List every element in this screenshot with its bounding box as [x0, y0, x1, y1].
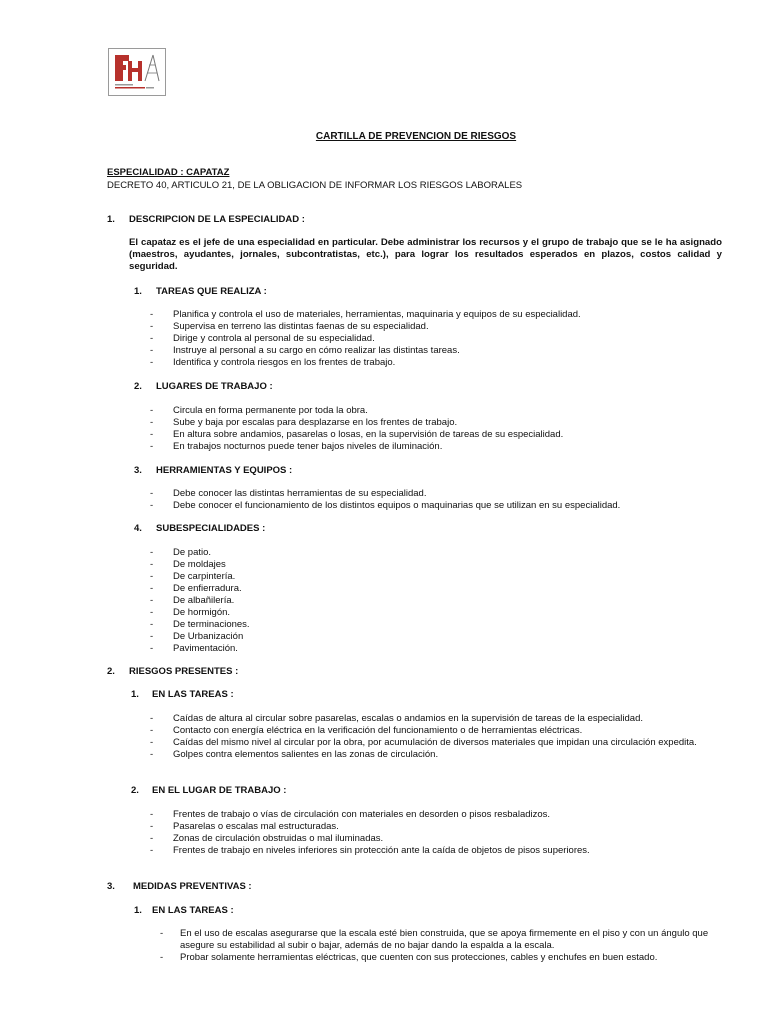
lugares-list	[150, 405, 563, 453]
list-item: - Pavimentación.	[150, 643, 238, 654]
sub-1-3-number: 3.	[134, 465, 142, 476]
list-item: - De albañilería.	[150, 595, 235, 606]
especialidad-heading: ESPECIALIDAD : CAPATAZ	[107, 167, 230, 178]
list-item: - Supervisa en terreno las distintas faenas de su especialidad.	[150, 321, 429, 332]
section-2-number: 2.	[107, 666, 115, 677]
riesgos-lugar-list	[150, 809, 590, 857]
list-item: - De moldajes	[150, 559, 226, 570]
sub-3-1-number: 1.	[134, 905, 142, 916]
list-item: - Circula en forma permanente por toda la obra.	[150, 405, 368, 416]
section-2-title: RIESGOS PRESENTES :	[129, 666, 239, 677]
list-item: - En altura sobre andamios, pasarelas o losas, en la supervisión de tareas de su especialidad.	[150, 429, 564, 440]
sub-1-2-number: 2.	[134, 381, 142, 392]
list-item: - De carpintería.	[150, 571, 236, 582]
list-item: - De enfierradura.	[150, 583, 242, 594]
list-item: - Zonas de circulación obstruidas o mal iluminadas.	[150, 833, 384, 844]
list-item: - Debe conocer el funcionamiento de los distintos equipos o maquinarias que se utilizan en su especialidad.	[150, 500, 621, 511]
list-item: - De hormigón.	[150, 607, 231, 618]
riesgos-tareas-list	[150, 713, 723, 761]
list-item: - Contacto con energía eléctrica en la verificación del funcionamiento o de herramientas eléctricas.	[150, 725, 583, 736]
document-title: CARTILLA DE PREVENCION DE RIESGOS	[315, 131, 517, 142]
sub-2-2-title: EN EL LUGAR DE TRABAJO :	[152, 785, 287, 796]
sub-1-1-number: 1.	[134, 286, 142, 297]
tareas-list	[150, 309, 581, 369]
sub-2-2-number: 2.	[131, 785, 139, 796]
list-item: - Planifica y controla el uso de materiales, herramientas, maquinaria y equipos de su especialidad.	[150, 309, 581, 320]
list-item: - Caídas de altura al circular sobre pasarelas, escalas o andamios en la supervisión de tareas de la especialidad.	[150, 713, 643, 724]
section-1-number: 1.	[107, 214, 115, 225]
list-item: - Probar solamente herramientas eléctricas, que cuenten con sus protecciones, cables y enchufes en buen estado.	[160, 952, 658, 963]
herramientas-list	[150, 488, 620, 512]
section-3-number: 3.	[107, 881, 115, 892]
company-logo	[108, 48, 166, 96]
sub-1-4-number: 4.	[134, 523, 142, 534]
list-item: - Golpes contra elementos salientes en las zonas de circulación.	[150, 749, 439, 760]
list-item: - De Urbanización	[150, 631, 244, 642]
list-item: - Pasarelas o escalas mal estructuradas.	[150, 821, 339, 832]
section-3-title: MEDIDAS PREVENTIVAS :	[133, 881, 252, 892]
section-1-paragraph: El capataz es el jefe de una especialidad en particular. Debe administrar los recursos y el grupo de trabajo que se le ha asignado (maestros, ayudantes, jornales, subcontratistas, etc.), para lograr los resultados esperados en plazos, costos calidad y seguridad.	[129, 237, 722, 272]
sub-1-3-title: HERRAMIENTAS Y EQUIPOS :	[156, 465, 293, 476]
sub-1-4-title: SUBESPECIALIDADES :	[156, 523, 266, 534]
list-item: - Instruye al personal a su cargo en cómo realizar las distintas tareas.	[150, 345, 460, 356]
list-item: - Dirige y controla al personal de su especialidad.	[150, 333, 375, 344]
list-item: - En el uso de escalas asegurarse que la escala esté bien construida, que se apoya firmemente en el piso y con un ángulo que asegure su estabilidad al subir o bajar, además de no bajar dando la espalda a la escala.	[160, 928, 709, 951]
decreto-line: DECRETO 40, ARTICULO 21, DE LA OBLIGACION DE INFORMAR LOS RIESGOS LABORALES	[107, 180, 523, 191]
sub-1-1-title: TAREAS QUE REALIZA :	[156, 286, 267, 297]
list-item: - Sube y baja por escalas para desplazarse en los frentes de trabajo.	[150, 417, 458, 428]
list-item: - Frentes de trabajo o vías de circulación con materiales en desorden o pisos resbaladizos.	[150, 809, 551, 820]
list-item: - De patio.	[150, 547, 212, 558]
sub-1-2-title: LUGARES DE TRABAJO :	[156, 381, 273, 392]
list-item: - Debe conocer las distintas herramientas de su especialidad.	[150, 488, 427, 499]
list-item: - Identifica y controla riesgos en los frentes de trabajo.	[150, 357, 396, 368]
list-item: - De terminaciones.	[150, 619, 250, 630]
list-item: - Frentes de trabajo en niveles inferiores sin protección ante la caída de objetos de pisos superiores.	[150, 845, 590, 856]
sub-2-1-number: 1.	[131, 689, 139, 700]
section-1-title: DESCRIPCION DE LA ESPECIALIDAD :	[129, 214, 305, 225]
list-item: - Caídas del mismo nivel al circular por la obra, por acumulación de diversos materiales que impidan una circulación expedita.	[150, 737, 697, 748]
sub-3-1-title: EN LAS TAREAS :	[152, 905, 234, 916]
subespecialidades-list	[150, 547, 250, 655]
medidas-tareas-list	[160, 928, 742, 964]
sub-2-1-title: EN LAS TAREAS :	[152, 689, 234, 700]
list-item: - En trabajos nocturnos puede tener bajos niveles de iluminación.	[150, 441, 443, 452]
